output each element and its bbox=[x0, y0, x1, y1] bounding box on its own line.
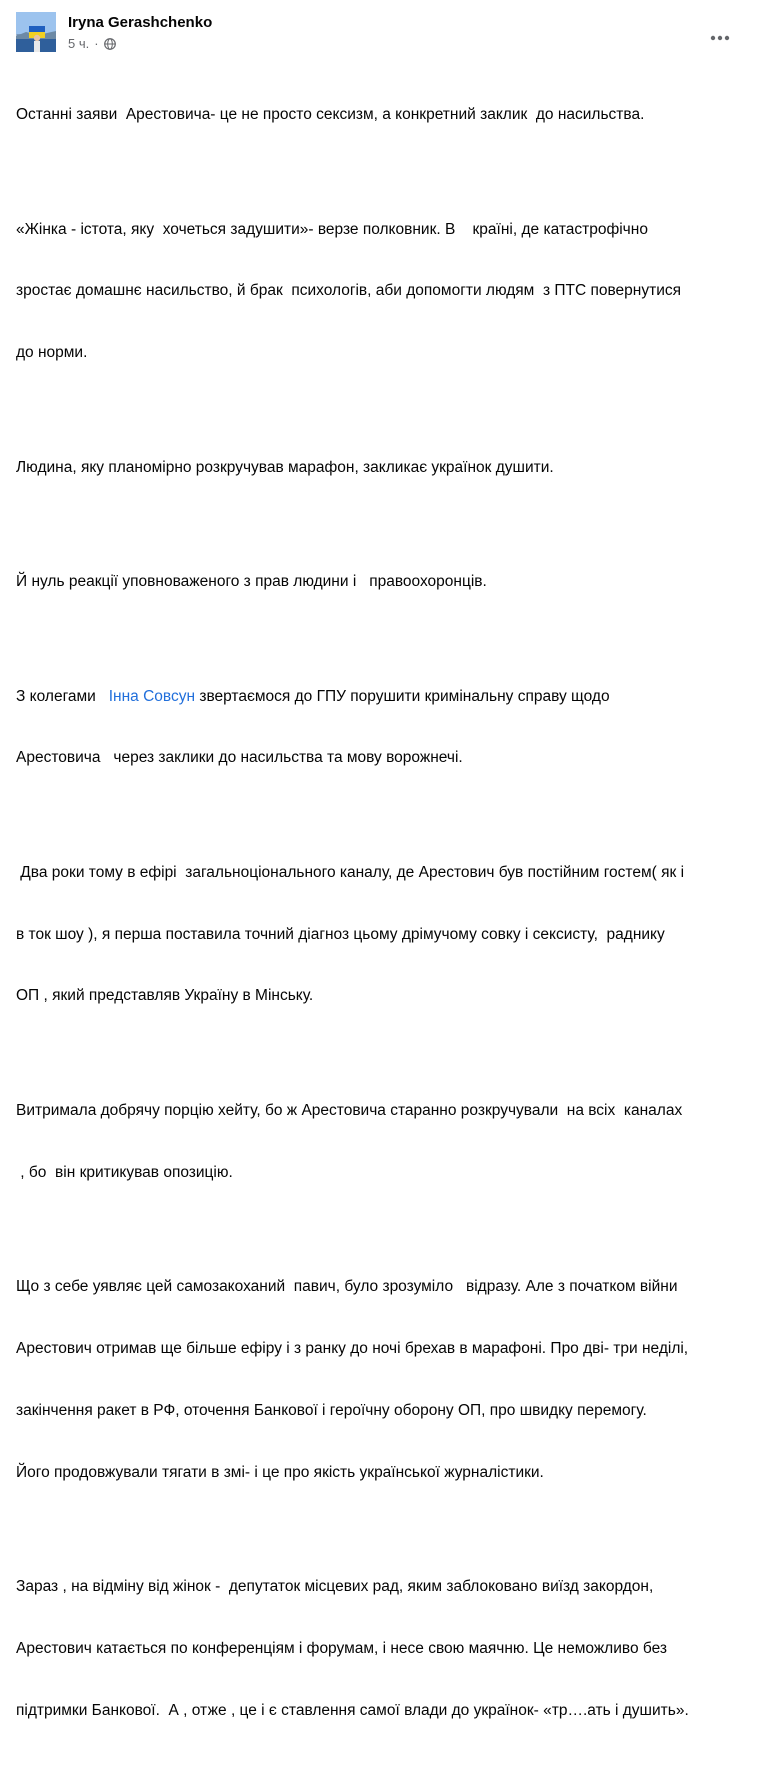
post-meta bbox=[68, 36, 116, 51]
post-time[interactable]: 5 ч. bbox=[68, 36, 90, 51]
paragraph-line: Арестович отримав ще більше ефіру і з ранку до ночі брехав в марафоні. Про дві- три неділі, bbox=[16, 1339, 689, 1357]
post-paragraph bbox=[16, 1236, 744, 1524]
paragraph-line: Що з себе уявляє цей самозакоханий павич, було зрозуміло відразу. Але з початком війни bbox=[16, 1278, 678, 1296]
paragraph-line: Зараз , на відміну від жінок - депутаток місцевих рад, яким заблоковано виїзд закордон, bbox=[16, 1577, 654, 1595]
paragraph-line: Арестовича через заклики до насильства та мову ворожнечі. bbox=[16, 749, 463, 767]
paragraph-line: зростає домашнє насильство, й брак психологів, аби допомогти людям з ПТС повернутися bbox=[16, 282, 681, 300]
mention-link[interactable]: Інна Совсун bbox=[108, 687, 196, 705]
more-horizontal-icon bbox=[710, 35, 730, 41]
globe-icon[interactable] bbox=[104, 38, 116, 50]
mention-prefix: З колегами bbox=[16, 687, 109, 705]
post-paragraph bbox=[16, 1060, 744, 1225]
meta-separator: · bbox=[94, 36, 99, 51]
paragraph-line: Людина, яку планомірно розкручував марафон, закликає українок душити. bbox=[16, 458, 554, 476]
post-paragraph bbox=[16, 822, 744, 1049]
paragraph-line: підтримки Банкової. А , отже , це і є ставлення самої влади до українок- «тр….ать і душить». bbox=[16, 1701, 689, 1719]
paragraph-line: Останні заяви Арестовича- це не просто сексизм, а конкретний заклик до насильства. bbox=[16, 106, 645, 124]
post-paragraph bbox=[16, 178, 744, 405]
paragraph-line: до норми. bbox=[16, 344, 88, 362]
post-paragraph bbox=[16, 64, 744, 167]
paragraph-line: в ток шоу ), я перша поставила точний діагноз цьому дрімучому совку і сексисту, раднику bbox=[16, 925, 665, 943]
paragraph-line: «Жінка - істота, яку хочеться задушити»- верзе полковник. В країні, де катастрофічно bbox=[16, 220, 648, 238]
paragraph-line: Витримала добрячу порцію хейту, бо ж Арестовича старанно розкручували на всіх каналах bbox=[16, 1101, 683, 1119]
paragraph-line: , бо він критикував опозицію. bbox=[16, 1163, 233, 1181]
avatar[interactable] bbox=[16, 12, 56, 52]
post-header bbox=[16, 12, 742, 56]
paragraph-line: закінчення ракет в РФ, оточення Банкової і героїчну оборону ОП, про швидку перемогу. bbox=[16, 1401, 647, 1419]
post-body bbox=[16, 64, 744, 1774]
post-paragraph bbox=[16, 417, 744, 520]
paragraph-line: Арестович катається по конференціям і форумам, і несе свою маячню. Це неможливо без bbox=[16, 1639, 667, 1657]
mention-suffix: звертаємося до ГПУ порушити кримінальну справу щодо bbox=[195, 687, 610, 705]
paragraph-line: ОП , який представляв Україну в Мінську. bbox=[16, 987, 314, 1005]
post-paragraph bbox=[16, 645, 744, 810]
paragraph-line: Й нуль реакції уповноваженого з прав людини і правоохоронців. bbox=[16, 573, 487, 591]
more-options-button[interactable] bbox=[702, 20, 738, 56]
author-name[interactable]: Iryna Gerashchenko bbox=[68, 14, 213, 31]
post-paragraph bbox=[16, 1536, 744, 1763]
post-paragraph bbox=[16, 531, 744, 634]
paragraph-line bbox=[16, 687, 744, 708]
paragraph-line: Два роки тому в ефірі загальноціонального каналу, де Арестович був постійним гостем( як і bbox=[16, 863, 685, 881]
paragraph-line: Його продовжували тягати в змі- і це про якість української журналістики. bbox=[16, 1463, 544, 1481]
